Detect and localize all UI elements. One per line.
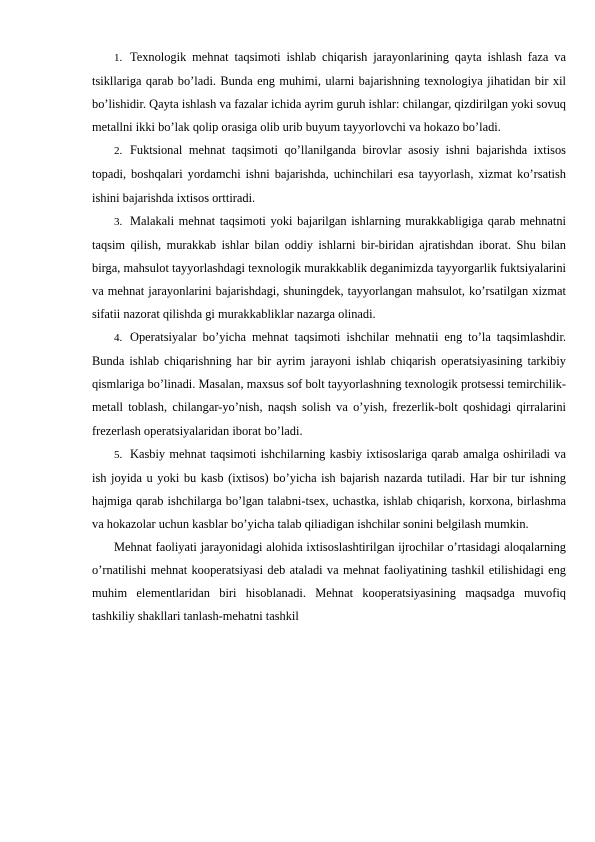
- closing-paragraph: [92, 536, 566, 628]
- list-number: 1.: [114, 52, 123, 64]
- list-item-text: Texnologik mehnat taqsimoti ishlab chiqarish jarayonlarining qayta ishlash faza va tsikllariga qarab bo’ladi. Bunda eng muhimi, ularni bajarishning texnologiya jihatidan bir xil bo’lishidir. Qayta ishlash va fazalar ichida ayrim guruh ishlar: chilangar, qizdirilgan yoki sovuq metallni ikki bo’lak qolip orasiga olib urib buyum tayyorlovchi va hokazo bo’ladi.: [92, 50, 566, 135]
- list-number: 4.: [114, 332, 123, 345]
- list-item-4: [92, 326, 566, 442]
- list-number: 5.: [114, 448, 123, 461]
- list-number: 3.: [114, 215, 123, 228]
- list-item-3: [92, 210, 566, 326]
- list-item-text: Malakali mehnat taqsimoti yoki bajarilgan ishlarning murakkabligiga qarab mehnatni taqsim qilish, murakkab ishlar bilan oddiy ishlarni bir-biridan ajratishdan iborat. Shu bilan birga, mahsulot tayyorlashdagi texnologik murakkablik deganimizda tayyorgarlik fuktsiyalarini va mehnat jarayonlarini bajarishdagi, shuningdek, tayyorlangan mahsulot, ko’rsatilgan xizmat sifatii nazorat qilishda gi murakkabliklar nazarga olinadi.: [92, 213, 566, 322]
- list-item-text: Kasbiy mehnat taqsimoti ishchilarning kasbiy ixtisoslariga qarab amalga oshiriladi va ish joyida u yoki bu kasb (ixtisos) bo’yicha ish bajarish nazarda tutiladi. Har bir tur ishning hajmiga qarab ishchilarga bo’lgan talabni-tsex, uchastka, ishlab chiqarish, korxona, birlashma va hokazolar uchun kasblar bo’yicha talab qiliadigan ishchilar sonini belgilash mumkin.: [92, 446, 566, 531]
- list-item-text: Operatsiyalar bo’yicha mehnat taqsimoti ishchilar mehnatii eng to’la taqsimlashdir. Bunda ishlab chiqarishning har bir ayrim jarayoni ishlab chiqarish operatsiyasining tarkibiy qismlariga bo’linadi. Masalan, maxsus sof bolt tayyorlashning texnologik protsessi temirchilik-metall toblash, chilangar-yo’nish, naqsh solish va o’yish, frezerlik-bolt qoshidagi qirralarini frezerlash operatsiyalaridan iborat bo’ladi.: [92, 330, 566, 438]
- document-page: [92, 46, 566, 628]
- list-item-1: [92, 46, 566, 139]
- list-item-5: [92, 443, 566, 536]
- list-number: 2.: [114, 145, 123, 158]
- list-item-text: Fuktsional mehnat taqsimoti qo’llanilganda birovlar asosiy ishni bajarishda ixtisos topadi, boshqalari yordamchi ishni bajarishda, uchinchilari esa tayyorlash, xizmat ko’rsatish ishini bajarishda ixtisos orttiradi.: [92, 143, 566, 205]
- closing-text: Mehnat faoliyati jarayonidagi alohida ixtisoslashtirilgan ijrochilar o’rtasidagi aloqalarning o’rnatilishi mehnat kooperatsiyasi deb ataladi va mehnat faoliyatining tashkil etilishidagi eng muhim elementlaridan biri hisoblanadi. Mehnat kooperatsiyasining maqsadga muvofiq tashkiliy shakllari tanlash-mehatni tashkil: [92, 539, 566, 624]
- list-item-2: [92, 139, 566, 209]
